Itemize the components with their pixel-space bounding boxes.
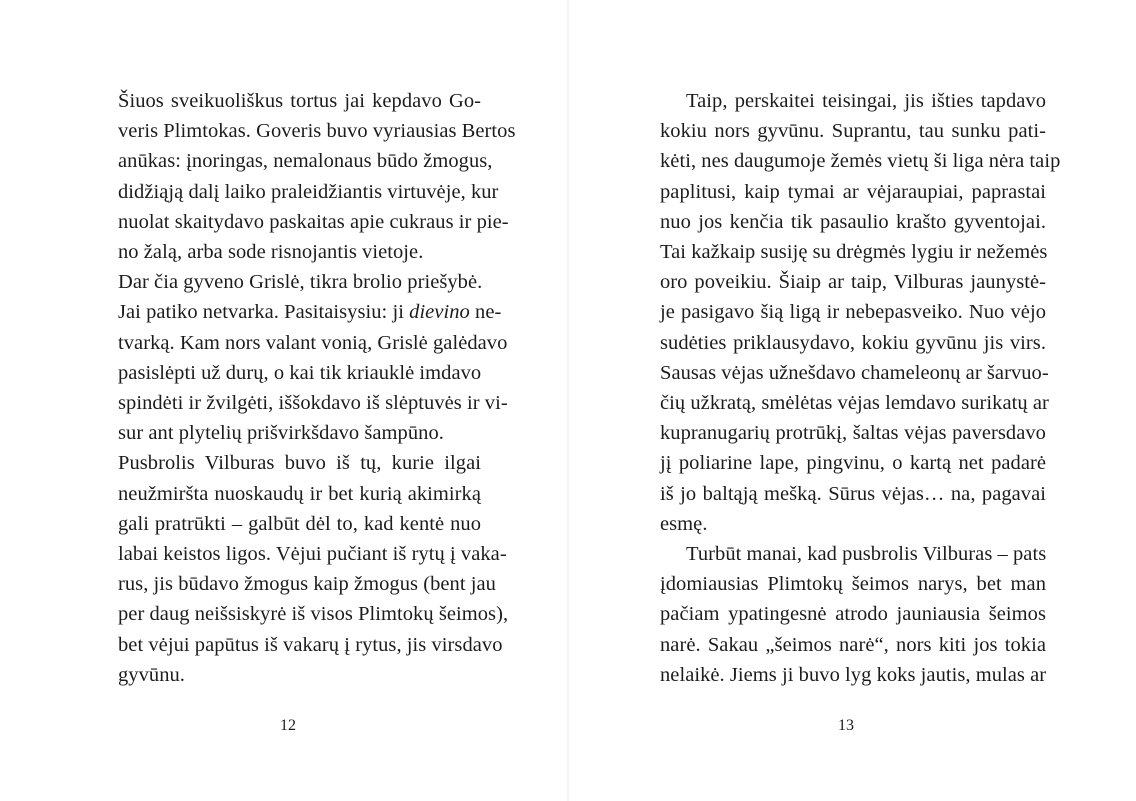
text-line: gali pratrūkti – galbūt dėl to, kad kentė nuo <box>118 512 481 535</box>
text-line: je pasigavo šią ligą ir nebepasveiko. Nuo vėjo <box>660 301 1046 324</box>
text-line: Pusbrolis Vilburas buvo iš tų, kurie ilgai <box>118 452 481 475</box>
text-line: rus, jis būdavo žmogus kaip žmogus (bent jau <box>118 573 496 596</box>
text-line: anūkas: įnoringas, nemalonaus būdo žmogus, <box>118 150 493 173</box>
text-line: pasislėpti už durų, o kai tik kriauklė imdavo <box>118 361 482 384</box>
text-line: veris Plimtokas. Goveris buvo vyriausias Bertos <box>118 120 516 143</box>
page-number: 13 <box>838 717 854 734</box>
text-line: nuolat skaitydavo paskaitas apie cukraus ir pie- <box>118 210 509 233</box>
text-line: Taip, perskaitei teisingai, jis išties tapdavo <box>686 90 1046 112</box>
text-line: sudėties priklausydavo, kokiu gyvūnu jis virs. <box>660 331 1046 354</box>
text-line: esmę. <box>660 512 708 535</box>
text-line: Turbūt manai, kad pusbrolis Vilburas – pats <box>686 543 1047 565</box>
page-number: 12 <box>280 717 296 734</box>
text-line: kupranugarių protrūkį, šaltas vėjas paversdavo <box>660 422 1046 445</box>
text-line: paplitusi, kaip tymai ar vėjaraupiai, paprastai <box>660 180 1046 203</box>
text-line: per daug neišsiskyrė iš visos Plimtokų šeimos), <box>118 603 509 626</box>
text-line: no žalą, arba sode risnojantis vietoje. <box>118 241 424 263</box>
text-line: neužmiršta nuoskaudų ir bet kurią akimirką <box>118 482 481 505</box>
text-line: jį poliarine lape, pingvinu, o kartą net padarė <box>660 452 1046 475</box>
text-line: oro poveikiu. Šiaip ar taip, Vilburas jaunystė- <box>660 271 1046 294</box>
text-line: įdomiausias Plimtokų šeimos narys, bet man <box>660 573 1046 596</box>
text-line: sur ant plytelių prišvirkšdavo šampūno. <box>118 422 444 445</box>
text-line: narė. Sakau „šeimos narė“, nors kiti jos tokia <box>660 633 1046 656</box>
text-line: bet vėjui papūtus iš vakarų į rytus, jis virsdavo <box>118 633 503 656</box>
text-line: iš jo baltąją mešką. Sūrus vėjas… na, pagavai <box>660 482 1046 505</box>
text-line: kėti, nes daugumoje žemės vietų ši liga nėra taip <box>660 150 1061 173</box>
text-line: nelaikė. Jiems ji buvo lyg koks jautis, mulas ar <box>660 663 1047 686</box>
text-line: nuo jos kenčia tik pasaulio krašto gyventojai. <box>660 210 1046 233</box>
text-line: kokiu nors gyvūnu. Suprantu, tau sunku pati- <box>660 120 1046 143</box>
text-line: Sausas vėjas užnešdavo chameleonų ar šarvuo- <box>660 361 1049 384</box>
text-line: čių užkratą, smėlėtas vėjas lemdavo surikatų ar <box>660 392 1049 414</box>
right-page <box>568 0 1136 801</box>
text-line: gyvūnu. <box>118 663 185 686</box>
text-line: spindėti ir žvilgėti, iššokdavo iš slėptuvės ir vi- <box>118 392 508 414</box>
text-line: pačiam ypatingesnė atrodo jauniausia šeimos <box>660 603 1046 626</box>
text-line: Dar čia gyveno Grislė, tikra brolio priešybė. <box>118 271 483 294</box>
text-line: didžiąją dalį laiko praleidžiantis virtuvėje, kur <box>118 180 499 203</box>
text-line: labai keistos ligos. Vėjui pučiant iš rytų į vaka- <box>118 543 507 565</box>
text-line: Šiuos sveikuoliškus tortus jai kepdavo Go- <box>118 90 481 112</box>
text-line: Tai kažkaip susiję su drėgmės lygiu ir nežemės <box>660 241 1048 263</box>
text-line: tvarką. Kam nors valant vonią, Grislė galėdavo <box>118 331 508 354</box>
emphasis-word: dievino <box>409 301 470 324</box>
text-line: Jai patiko netvarka. Pasitaisysiu: ji dievino ne- <box>118 301 502 324</box>
